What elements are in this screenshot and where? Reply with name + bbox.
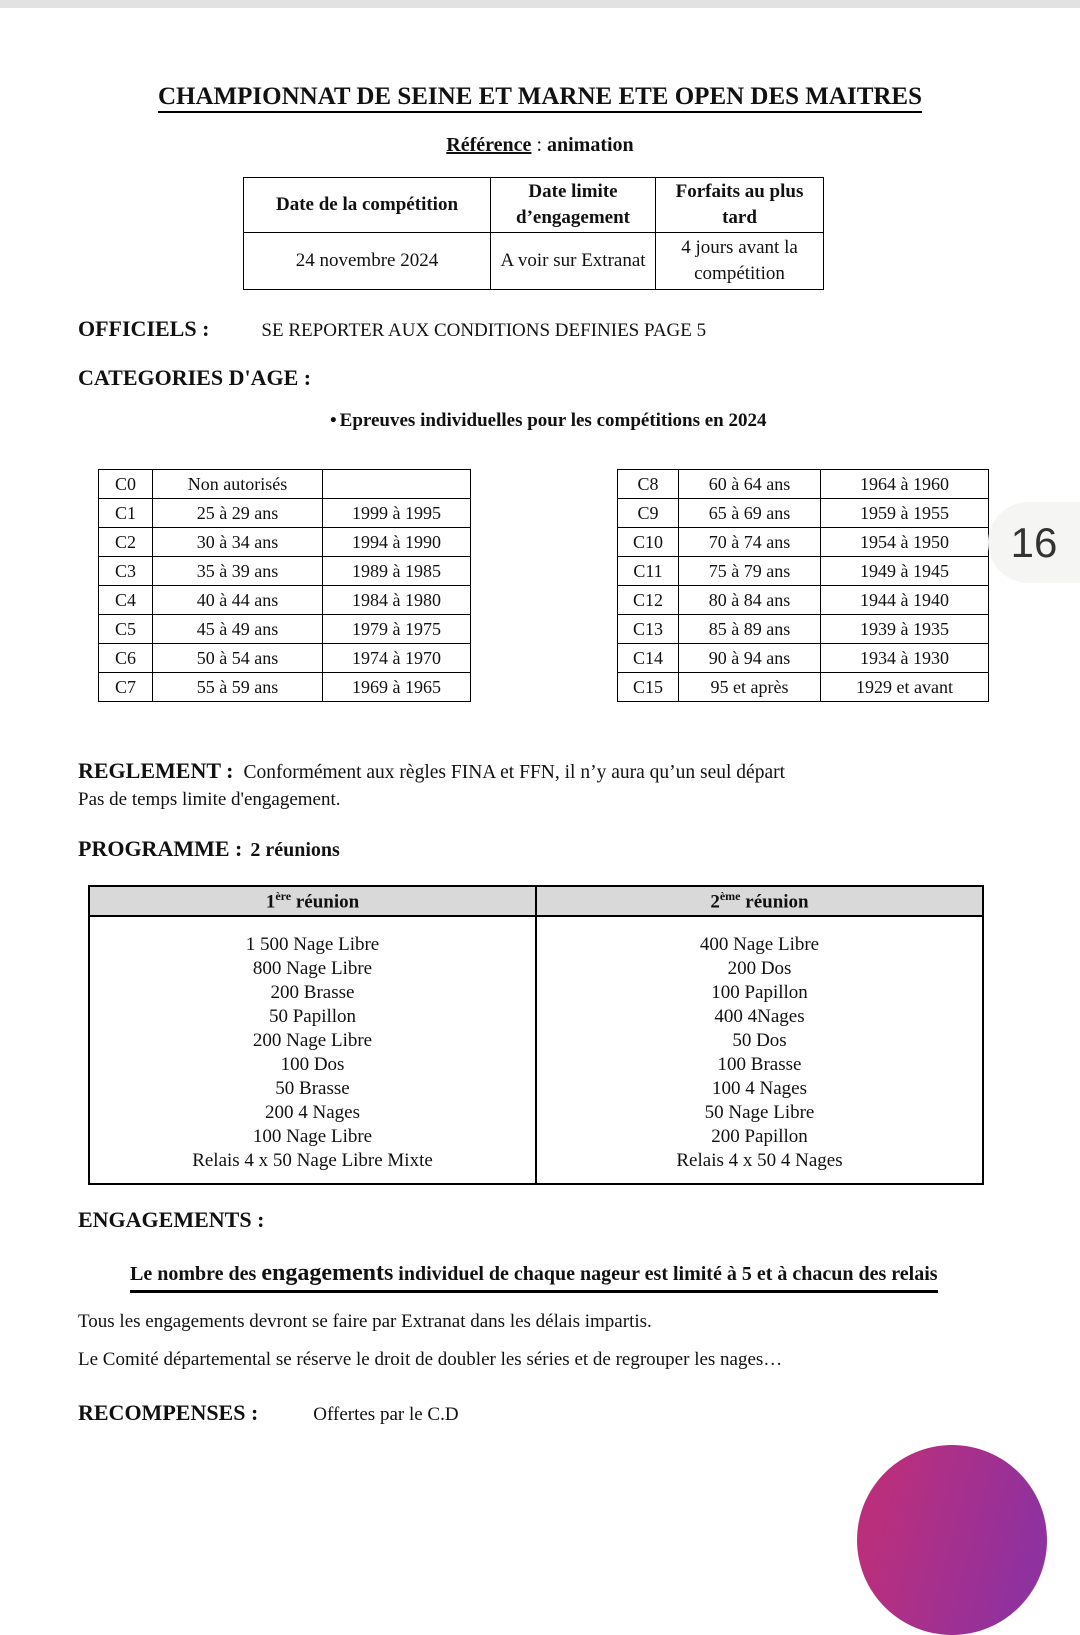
age-code-cell: C4 [99, 586, 153, 615]
birth-years-cell: 1929 et avant [821, 673, 989, 702]
fab-button[interactable] [857, 1445, 1047, 1635]
reglement-section [78, 758, 785, 784]
info-table-header-cell: Date limite d’engagement [491, 178, 656, 233]
reference-label: Référence [446, 134, 532, 156]
officiels-text: SE REPORTER AUX CONDITIONS DEFINIES PAGE 5 [261, 320, 707, 341]
programme-value: 2 réunions [250, 839, 340, 861]
recompenses-section [78, 1400, 459, 1426]
reunion1-header [89, 886, 536, 916]
event-item: 50 Brasse [275, 1078, 350, 1099]
birth-years-cell: 1934 à 1930 [821, 644, 989, 673]
reunion2-events [537, 933, 982, 1173]
page-title [0, 82, 1080, 111]
event-item: 200 Papillon [711, 1126, 808, 1147]
age-range-cell: 60 à 64 ans [679, 470, 821, 499]
reglement-note: Pas de temps limite d'engagement. [78, 789, 341, 810]
table-row [618, 499, 989, 528]
age-code-cell: C1 [99, 499, 153, 528]
programme-body-row [89, 916, 983, 1184]
table-row [618, 615, 989, 644]
programme-header-row [89, 886, 983, 916]
info-table-header-cell: Date de la compétition [244, 178, 491, 233]
age-code-cell: C8 [618, 470, 679, 499]
age-table-right-body [618, 470, 989, 702]
age-code-cell: C0 [99, 470, 153, 499]
page-title-text: CHAMPIONNAT DE SEINE ET MARNE ETE OPEN DES MAITRES [158, 83, 922, 113]
age-code-cell: C2 [99, 528, 153, 557]
age-range-cell: 50 à 54 ans [153, 644, 323, 673]
birth-years-cell: 1974 à 1970 [323, 644, 471, 673]
event-item: 400 Nage Libre [699, 934, 820, 955]
rule-prefix: Le nombre des [130, 1263, 262, 1285]
age-range-cell: 35 à 39 ans [153, 557, 323, 586]
event-item: 200 4 Nages [265, 1102, 360, 1123]
table-row [618, 673, 989, 702]
reglement-heading: REGLEMENT : [78, 758, 234, 783]
table-row [618, 586, 989, 615]
birth-years-cell [323, 470, 471, 499]
event-item: 1 500 Nage Libre [245, 934, 380, 955]
age-range-cell: 70 à 74 ans [679, 528, 821, 557]
age-code-cell: C10 [618, 528, 679, 557]
age-range-cell: 25 à 29 ans [153, 499, 323, 528]
rule-emphasis: engagements [261, 1260, 394, 1286]
recompenses-text: Offertes par le C.D [313, 1404, 459, 1425]
birth-years-cell: 1979 à 1975 [323, 615, 471, 644]
event-item: 200 Brasse [270, 982, 355, 1003]
reunion1-num: 1 [265, 891, 276, 913]
reunion1-sup: ère [275, 888, 292, 903]
info-table-header-row [244, 178, 824, 233]
age-code-cell: C12 [618, 586, 679, 615]
reunion2-events-cell [536, 916, 983, 1184]
birth-years-cell: 1959 à 1955 [821, 499, 989, 528]
page-number-badge [988, 502, 1080, 583]
reunion2-header [536, 886, 983, 916]
bullet-icon: • [330, 410, 337, 431]
table-row [99, 528, 471, 557]
programme-section-heading [78, 836, 340, 862]
event-item: 50 Nage Libre [704, 1102, 815, 1123]
birth-years-cell: 1939 à 1935 [821, 615, 989, 644]
event-item: 100 Brasse [717, 1054, 802, 1075]
age-range-cell: 90 à 94 ans [679, 644, 821, 673]
event-item: 100 Dos [280, 1054, 345, 1075]
age-range-cell: Non autorisés [153, 470, 323, 499]
age-code-cell: C3 [99, 557, 153, 586]
event-item: 200 Dos [727, 958, 792, 979]
age-range-cell: 65 à 69 ans [679, 499, 821, 528]
top-bar [0, 0, 1080, 8]
age-range-cell: 55 à 59 ans [153, 673, 323, 702]
reference-value: animation [547, 134, 634, 156]
reunion1-rest: réunion [291, 891, 360, 913]
categories-bullet-note [330, 409, 767, 433]
info-table-data-row [244, 233, 824, 290]
competition-info-table [243, 177, 824, 290]
age-code-cell: C9 [618, 499, 679, 528]
page-number: 16 [1010, 518, 1058, 566]
info-table-cell: A voir sur Extranat [491, 233, 656, 290]
event-item: 100 Nage Libre [252, 1126, 373, 1147]
event-item: 800 Nage Libre [252, 958, 373, 979]
table-row [618, 528, 989, 557]
age-range-cell: 95 et après [679, 673, 821, 702]
engagements-line2: Le Comité départemental se réserve le droit de doubler les séries et de regrouper les nages… [78, 1349, 783, 1370]
reunion2-num: 2 [710, 891, 720, 913]
officiels-section [78, 316, 706, 342]
info-table-cell: 24 novembre 2024 [244, 233, 491, 290]
event-item: Relais 4 x 50 Nage Libre Mixte [192, 1150, 433, 1171]
reglement-text: Conformément aux règles FINA et FFN, il n’y aura qu’un seul départ [243, 762, 786, 783]
reunion2-rest: réunion [740, 891, 809, 913]
table-row [618, 470, 989, 499]
birth-years-cell: 1994 à 1990 [323, 528, 471, 557]
event-item: 50 Dos [732, 1030, 787, 1051]
age-range-cell: 80 à 84 ans [679, 586, 821, 615]
age-range-cell: 75 à 79 ans [679, 557, 821, 586]
table-row [99, 586, 471, 615]
event-item: 100 4 Nages [712, 1078, 807, 1099]
age-categories-table-right [617, 469, 989, 702]
categories-section-heading [78, 365, 311, 390]
rule-suffix: individuel de chaque nageur est limité à 5 et à chacun des relais [393, 1263, 938, 1285]
age-code-cell: C5 [99, 615, 153, 644]
age-table-left-body [99, 470, 471, 702]
age-range-cell: 85 à 89 ans [679, 615, 821, 644]
reference-line [0, 132, 1080, 158]
engagements-heading: ENGAGEMENTS : [78, 1207, 265, 1232]
table-row [99, 615, 471, 644]
table-row [618, 557, 989, 586]
engagements-line1: Tous les engagements devront se faire par Extranat dans les délais impartis. [78, 1311, 652, 1332]
age-code-cell: C15 [618, 673, 679, 702]
age-range-cell: 40 à 44 ans [153, 586, 323, 615]
age-code-cell: C14 [618, 644, 679, 673]
age-code-cell: C7 [99, 673, 153, 702]
programme-heading: PROGRAMME : [78, 836, 243, 861]
birth-years-cell: 1984 à 1980 [323, 586, 471, 615]
reference-separator: : [531, 134, 547, 156]
programme-table [88, 885, 984, 1185]
birth-years-cell: 1964 à 1960 [821, 470, 989, 499]
age-code-cell: C13 [618, 615, 679, 644]
event-item: 400 4Nages [714, 1006, 805, 1027]
reunion1-events [90, 933, 535, 1173]
age-range-cell: 30 à 34 ans [153, 528, 323, 557]
birth-years-cell: 1999 à 1995 [323, 499, 471, 528]
birth-years-cell: 1949 à 1945 [821, 557, 989, 586]
info-table-cell: 4 jours avant la compétition [656, 233, 824, 290]
table-row [99, 470, 471, 499]
birth-years-cell: 1944 à 1940 [821, 586, 989, 615]
age-categories-table-left [98, 469, 471, 702]
event-item: 50 Papillon [268, 1006, 357, 1027]
recompenses-heading: RECOMPENSES : [78, 1400, 259, 1425]
reunion2-sup: ème [719, 888, 741, 903]
reunion1-events-cell [89, 916, 536, 1184]
age-code-cell: C11 [618, 557, 679, 586]
categories-heading: CATEGORIES D'AGE : [78, 365, 312, 390]
birth-years-cell: 1954 à 1950 [821, 528, 989, 557]
event-item: 100 Papillon [711, 982, 808, 1003]
birth-years-cell: 1989 à 1985 [323, 557, 471, 586]
birth-years-cell: 1969 à 1965 [323, 673, 471, 702]
table-row [99, 644, 471, 673]
event-item: 200 Nage Libre [252, 1030, 373, 1051]
age-code-cell: C6 [99, 644, 153, 673]
age-range-cell: 45 à 49 ans [153, 615, 323, 644]
engagements-section-heading [78, 1207, 264, 1232]
engagements-rule [130, 1259, 938, 1293]
table-row [99, 557, 471, 586]
event-item: Relais 4 x 50 4 Nages [676, 1150, 843, 1171]
categories-note-text: Epreuves individuelles pour les compétitions en 2024 [339, 410, 767, 431]
table-row [99, 673, 471, 702]
info-table-header-cell: Forfaits au plus tard [656, 178, 824, 233]
officiels-heading: OFFICIELS : [78, 316, 210, 341]
table-row [99, 499, 471, 528]
table-row [618, 644, 989, 673]
